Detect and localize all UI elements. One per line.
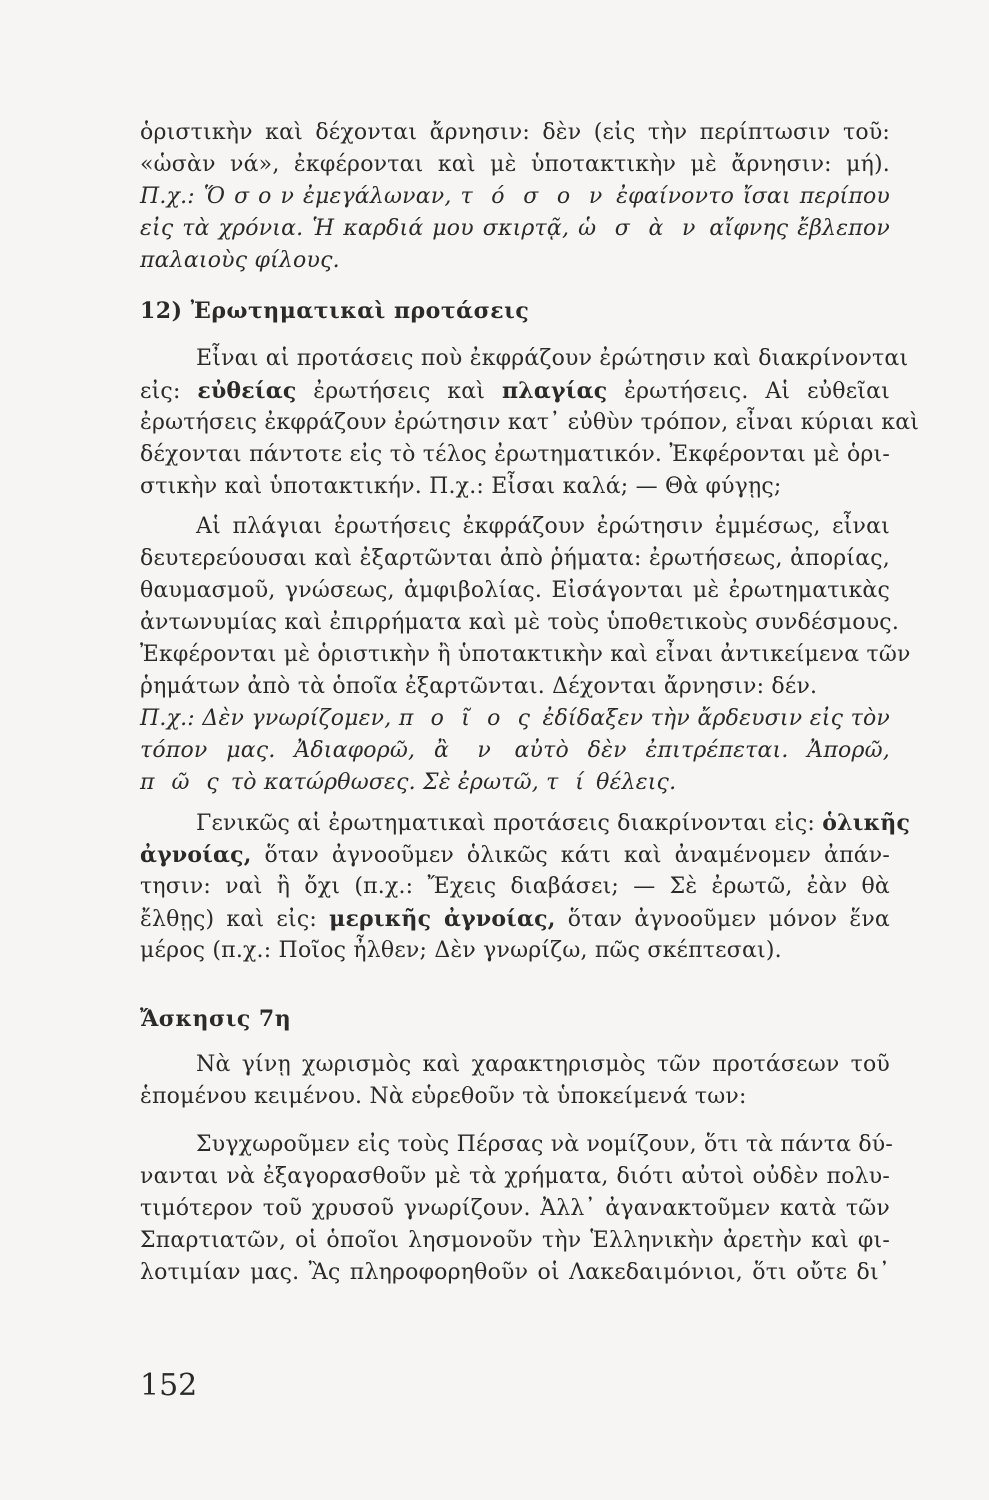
text-line [196, 808, 911, 839]
text-line: ἑπομένου κειμένου. Νὰ εὑρεθοῦν τὰ ὑποκείμενά των: [140, 1084, 747, 1109]
text-line: θαυμασμοῦ, γνώσεως, ἀμφιβολίας. Εἰσάγονται μὲ ἐρωτηματικὰς [140, 578, 890, 603]
text-line: Εἶναι αἱ προτάσεις ποὺ ἐκφράζουν ἐρώτησιν καὶ διακρίνονται [196, 346, 909, 371]
text-line: Συγχωροῦμεν εἰς τοὺς Πέρσας νὰ νομίζουν, ὅτι τὰ πάντα δύ- [196, 1132, 893, 1157]
text-span: ὅταν ἀγνοοῦμεν ὁλικῶς κάτι καὶ ἀναμένομεν ἀπάν- [264, 843, 890, 868]
example-text: ἐμεγάλωναν, [302, 184, 452, 209]
text-span: Γενικῶς αἱ ἐρωτηματικαὶ προτάσεις διακρίνονται εἰς: [196, 811, 816, 836]
spaced-word: ἂ ν [433, 738, 496, 763]
text-line: Σπαρτιατῶν, οἱ ὁποῖοι λησμονοῦν τὴν Ἑλληνικὴν ἀρετὴν καὶ φι- [140, 1228, 890, 1253]
term-total: ὁλικῆς [822, 810, 911, 836]
text-line: ἀντωνυμίας καὶ ἐπιρρήματα καὶ μὲ τοὺς ὑποθετικοὺς συνδέσμους. [140, 610, 900, 635]
example-text: θέλεις. [596, 770, 677, 795]
spaced-word: π ῶ ς [140, 770, 224, 795]
text-line: Αἱ πλάγιαι ἐρωτήσεις ἐκφράζουν ἐρώτησιν ἐμμέσως, εἶναι [196, 514, 890, 539]
example-text: τόπον μας. Ἀδιαφορῶ, [140, 738, 416, 763]
text-line: Νὰ γίνῃ χωρισμὸς καὶ χαρακτηρισμὸς τῶν προτάσεων τοῦ [196, 1052, 890, 1077]
text-line [140, 182, 890, 212]
spaced-word: π ο ῖ ο ς [398, 706, 535, 731]
example-text: εἰς τὰ χρόνια. Ἡ καρδιά μου σκιρτᾷ, [140, 216, 570, 241]
example-label: Π.χ.: Ὅ σ ο ν [140, 184, 295, 209]
example-text: αὐτὸ δὲν ἐπιτρέπεται. Ἀπορῶ, [514, 738, 890, 763]
spaced-word: ὡ σ ὰ ν [578, 216, 701, 241]
text-line: στικὴν καὶ ὑποτακτικήν. Π.χ.: Εἶσαι καλά; — Θὰ φύγῃς; [140, 474, 782, 499]
text-line: δευτερεύουσαι καὶ ἐξαρτῶνται ἀπὸ ῥήματα: ἐρωτήσεως, ἀπορίας, [140, 546, 890, 571]
example-text: ἐδίδαξεν τὴν ἄρδευσιν εἰς τὸν [542, 706, 890, 731]
text-line: Ἐκφέρονται μὲ ὁριστικὴν ἢ ὑποτακτικὴν καὶ εἶναι ἀντικείμενα τῶν [140, 642, 911, 667]
text-span: ὅταν ἀγνοοῦμεν μόνον ἕνα [567, 907, 890, 932]
term-ignorance: ἀγνοίας, [140, 842, 252, 868]
text-line: δέχονται πάντοτε εἰς τὸ τέλος ἐρωτηματικόν. Ἐκφέρονται μὲ ὁρι- [140, 442, 890, 467]
text-line: ὁριστικὴν καὶ δέχονται ἄρνησιν: δὲν (εἰς τὴν περίπτωσιν τοῦ: [140, 120, 890, 145]
text-span: ἐρωτήσεις καὶ [313, 379, 486, 404]
spaced-word: τ ί [546, 770, 589, 795]
example-text: ἐφαίνοντο ἴσαι περίπου [616, 184, 890, 209]
text-span: εἰς: [140, 379, 181, 404]
text-line: ῥημάτων ἀπὸ τὰ ὁποῖα ἐξαρτῶνται. Δέχονται ἄρνησιν: δέν. [140, 674, 818, 699]
text-line [140, 704, 890, 734]
text-line: νανται νὰ ἐξαγορασθοῦν μὲ τὰ χρήματα, διότι αὐτοὶ οὐδὲν πολυ- [140, 1164, 890, 1189]
page-number: 152 [140, 1368, 198, 1403]
text-line [140, 736, 890, 766]
text-line [140, 214, 890, 244]
text-line: λοτιμίαν μας. Ἂς πληροφορηθοῦν οἱ Λακεδαιμόνιοι, ὅτι οὔτε δι᾽ [140, 1260, 890, 1285]
text-line: τιμότερον τοῦ χρυσοῦ γνωρίζουν. Ἀλλ᾽ ἀγανακτοῦμεν κατὰ τῶν [140, 1196, 890, 1221]
text-line [140, 768, 890, 798]
text-line [140, 840, 890, 871]
term-indirect: πλαγίας [501, 378, 608, 404]
example-label: Π.χ.: Δὲν γνωρίζομεν, [140, 706, 392, 731]
spaced-word: τ ό σ ο ν [460, 184, 608, 209]
example-text: αἴφνης ἔβλεπον [709, 216, 890, 241]
text-line: ἐρωτήσεις ἐκφράζουν ἐρώτησιν κατ᾽ εὐθὺν τρόπον, εἶναι κύριαι καὶ [140, 410, 920, 435]
text-line [140, 904, 890, 935]
text-line: τησιν: ναὶ ἢ ὄχι (π.χ.: Ἔχεις διαβάσει; — Σὲ ἐρωτῶ, ἐὰν θὰ [140, 874, 890, 899]
text-line: «ὡσὰν νά», ἐκφέρονται καὶ μὲ ὑποτακτικὴν μὲ ἄρνησιν: μή). [140, 152, 890, 177]
text-line: παλαιοὺς φίλους. [140, 248, 340, 273]
term-partial: μερικῆς ἀγνοίας, [329, 906, 556, 932]
example-text: τὸ κατώρθωσες. Σὲ ἐρωτῶ, [230, 770, 539, 795]
text-line: μέρος (π.χ.: Ποῖος ἦλθεν; Δὲν γνωρίζω, πῶς σκέπτεσαι). [140, 938, 782, 963]
section-heading-12: 12) Ἐρωτηματικαὶ προτάσεις [140, 298, 530, 324]
exercise-heading: Ἄσκησις 7η [140, 1006, 292, 1032]
term-direct: εὐθείας [197, 378, 297, 404]
text-span: ἔλθῃς) καὶ εἰς: [140, 907, 317, 932]
text-span: ἐρωτήσεις. Αἱ εὐθεῖαι [624, 379, 890, 404]
text-line [140, 376, 890, 407]
